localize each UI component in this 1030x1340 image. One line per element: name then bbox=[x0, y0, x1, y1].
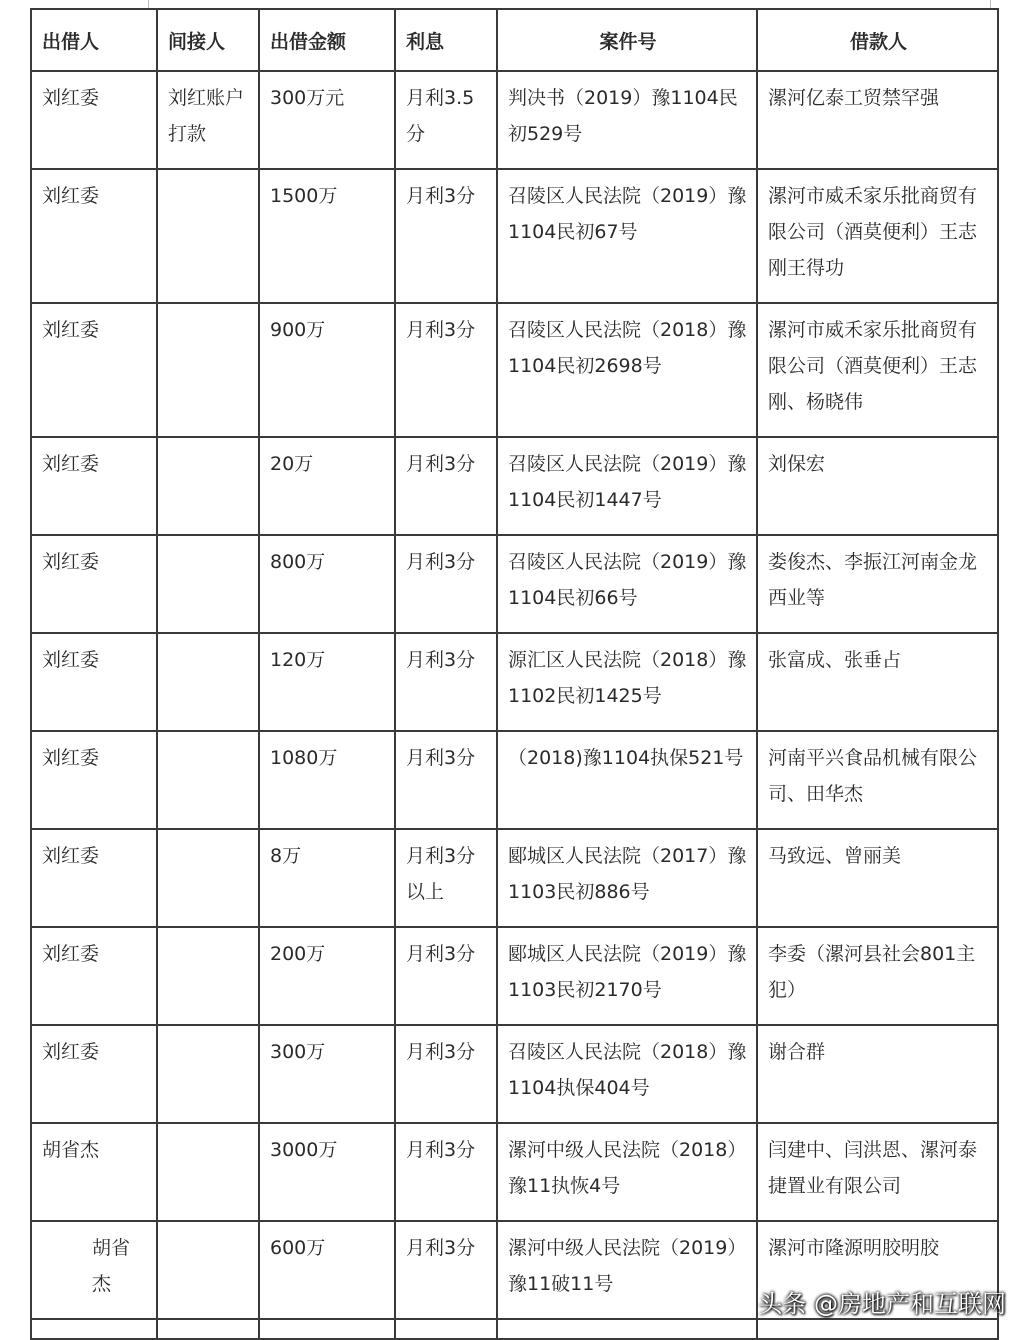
watermark bbox=[758, 1284, 1006, 1319]
table-row bbox=[31, 1123, 998, 1221]
lender-cell: 刘红委 bbox=[31, 71, 157, 169]
interest-cell: 月利3分 bbox=[395, 535, 497, 633]
empty-cell bbox=[757, 1319, 998, 1339]
intermediary-cell bbox=[157, 829, 259, 927]
edge-line bbox=[990, 0, 991, 8]
amount-cell: 1080万 bbox=[259, 731, 395, 829]
lender-cell: 胡省杰 bbox=[31, 1123, 157, 1221]
loan-table bbox=[30, 8, 999, 1340]
table-row-partial bbox=[31, 1319, 998, 1339]
empty-cell bbox=[31, 1319, 157, 1339]
amount-cell: 120万 bbox=[259, 633, 395, 731]
borrower-cell: 漯河市隆源明胶明胶 bbox=[757, 1221, 998, 1319]
header-intermediary: 间接人 bbox=[157, 9, 259, 71]
table-row bbox=[31, 535, 998, 633]
table-row bbox=[31, 169, 998, 303]
interest-cell: 月利3分 bbox=[395, 169, 497, 303]
table-row bbox=[31, 633, 998, 731]
header-lender: 出借人 bbox=[31, 9, 157, 71]
empty-cell bbox=[497, 1319, 757, 1339]
amount-cell: 800万 bbox=[259, 535, 395, 633]
intermediary-cell bbox=[157, 1123, 259, 1221]
borrower-cell: 李委（漯河县社会801主犯） bbox=[757, 927, 998, 1025]
edge-line bbox=[148, 0, 149, 8]
table-row bbox=[31, 71, 998, 169]
lender-cell: 刘红委 bbox=[31, 535, 157, 633]
case-no-cell: 召陵区人民法院（2019）豫1104民初66号 bbox=[497, 535, 757, 633]
lender-cell: 刘红委 bbox=[31, 303, 157, 437]
borrower-cell: 张富成、张垂占 bbox=[757, 633, 998, 731]
interest-cell: 月利3分 bbox=[395, 927, 497, 1025]
watermark-text: 头条 @房地产和互联网 bbox=[758, 1290, 1006, 1318]
borrower-cell: 漯河亿泰工贸禁罕强 bbox=[757, 71, 998, 169]
lender-cell: 刘红委 bbox=[31, 927, 157, 1025]
case-no-cell: 召陵区人民法院（2019）豫1104民初1447号 bbox=[497, 437, 757, 535]
header-case-no: 案件号 bbox=[497, 9, 757, 71]
amount-cell: 600万 bbox=[259, 1221, 395, 1319]
lender-cell: 胡省杰 bbox=[31, 1221, 157, 1319]
intermediary-cell bbox=[157, 731, 259, 829]
case-no-cell: 郾城区人民法院（2017）豫1103民初886号 bbox=[497, 829, 757, 927]
header-amount: 出借金额 bbox=[259, 9, 395, 71]
table-header-row bbox=[31, 9, 998, 71]
lender-cell: 刘红委 bbox=[31, 731, 157, 829]
interest-cell: 月利3.5分 bbox=[395, 71, 497, 169]
amount-cell: 20万 bbox=[259, 437, 395, 535]
amount-cell: 200万 bbox=[259, 927, 395, 1025]
case-no-cell: 召陵区人民法院（2019）豫1104民初67号 bbox=[497, 169, 757, 303]
interest-cell: 月利3分 bbox=[395, 303, 497, 437]
intermediary-cell bbox=[157, 1025, 259, 1123]
borrower-cell: 闫建中、闫洪恩、漯河泰捷置业有限公司 bbox=[757, 1123, 998, 1221]
borrower-cell: 漯河市威禾家乐批商贸有限公司（酒莫便利）王志刚王得功 bbox=[757, 169, 998, 303]
intermediary-cell bbox=[157, 437, 259, 535]
case-no-cell: 召陵区人民法院（2018）豫1104民初2698号 bbox=[497, 303, 757, 437]
intermediary-cell bbox=[157, 927, 259, 1025]
amount-cell: 1500万 bbox=[259, 169, 395, 303]
case-no-cell: 源汇区人民法院（2018）豫1102民初1425号 bbox=[497, 633, 757, 731]
empty-cell bbox=[259, 1319, 395, 1339]
lender-cell: 刘红委 bbox=[31, 829, 157, 927]
borrower-cell: 漯河市威禾家乐批商贸有限公司（酒莫便利）王志刚、杨晓伟 bbox=[757, 303, 998, 437]
borrower-cell: 马致远、曾丽美 bbox=[757, 829, 998, 927]
intermediary-cell bbox=[157, 303, 259, 437]
lender-cell: 刘红委 bbox=[31, 633, 157, 731]
table-row bbox=[31, 437, 998, 535]
borrower-cell: 河南平兴食品机械有限公司、田华杰 bbox=[757, 731, 998, 829]
case-no-cell: 召陵区人民法院（2018）豫1104执保404号 bbox=[497, 1025, 757, 1123]
table-row bbox=[31, 731, 998, 829]
case-no-cell: 郾城区人民法院（2019）豫1103民初2170号 bbox=[497, 927, 757, 1025]
case-no-cell: 漯河中级人民法院（2018）豫11执恢4号 bbox=[497, 1123, 757, 1221]
interest-cell: 月利3分 bbox=[395, 731, 497, 829]
header-borrower: 借款人 bbox=[757, 9, 998, 71]
intermediary-cell bbox=[157, 633, 259, 731]
empty-cell bbox=[395, 1319, 497, 1339]
interest-cell: 月利3分 bbox=[395, 633, 497, 731]
table-row bbox=[31, 829, 998, 927]
amount-cell: 3000万 bbox=[259, 1123, 395, 1221]
lender-cell: 刘红委 bbox=[31, 1025, 157, 1123]
interest-cell: 月利3分 bbox=[395, 437, 497, 535]
intermediary-cell bbox=[157, 169, 259, 303]
interest-cell: 月利3分 bbox=[395, 1123, 497, 1221]
case-no-cell: 漯河中级人民法院（2019）豫11破11号 bbox=[497, 1221, 757, 1319]
amount-cell: 8万 bbox=[259, 829, 395, 927]
amount-cell: 900万 bbox=[259, 303, 395, 437]
table-row bbox=[31, 303, 998, 437]
interest-cell: 月利3分以上 bbox=[395, 829, 497, 927]
amount-cell: 300万元 bbox=[259, 71, 395, 169]
interest-cell: 月利3分 bbox=[395, 1221, 497, 1319]
borrower-cell: 娄俊杰、李振江河南金龙西业等 bbox=[757, 535, 998, 633]
case-no-cell: 判决书（2019）豫1104民初529号 bbox=[497, 71, 757, 169]
table-row bbox=[31, 927, 998, 1025]
header-interest: 利息 bbox=[395, 9, 497, 71]
intermediary-cell: 刘红账户打款 bbox=[157, 71, 259, 169]
empty-cell bbox=[157, 1319, 259, 1339]
lender-cell: 刘红委 bbox=[31, 437, 157, 535]
amount-cell: 300万 bbox=[259, 1025, 395, 1123]
intermediary-cell bbox=[157, 535, 259, 633]
borrower-cell: 刘保宏 bbox=[757, 437, 998, 535]
lender-cell: 刘红委 bbox=[31, 169, 157, 303]
case-no-cell: （2018)豫1104执保521号 bbox=[497, 731, 757, 829]
intermediary-cell bbox=[157, 1221, 259, 1319]
borrower-cell: 谢合群 bbox=[757, 1025, 998, 1123]
table-row bbox=[31, 1025, 998, 1123]
interest-cell: 月利3分 bbox=[395, 1025, 497, 1123]
